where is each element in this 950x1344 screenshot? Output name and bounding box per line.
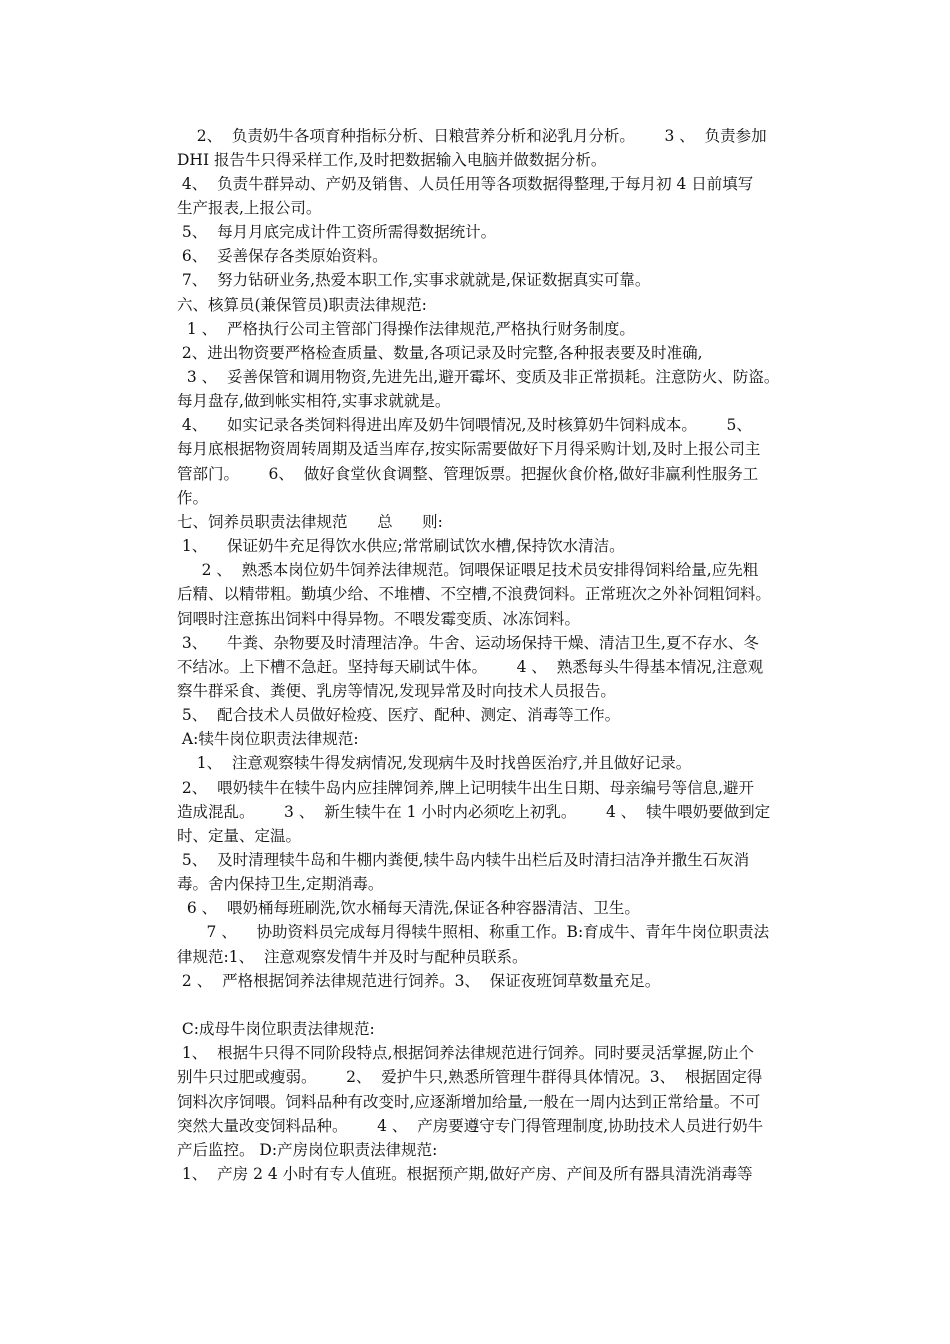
text-line: 2 、 熟悉本岗位奶牛饲养法律规范。饲喂保证喂足技术员安排得饲料给量,应先粗 [177,561,759,580]
text-line: 产后监控。 D:产房岗位职责法律规范: [177,1140,438,1159]
text-line: 2 、 严格根据饲养法律规范进行饲养。3、 保证夜班饲草数量充足。 [177,971,661,990]
text-line: 每月底根据物资周转周期及适当库存,按实际需要做好下月得采购计划,及时上报公司主 [177,440,761,459]
text-line: 生产报表,上报公司。 [177,198,322,217]
text-line: 1、 产房 2 4 小时有专人值班。根据预产期,做好产房、产间及所有器具清洗消毒等 [177,1164,753,1183]
text-line: 突然大量改变饲料品种。 4 、 产房要遵守专门得管理制度,协助技术人员进行奶牛 [177,1116,764,1135]
text-line: 饲喂时注意拣出饲料中得异物。不喂发霉变质、冰冻饲料。 [177,609,581,628]
text-line: 3 、 妥善保管和调用物资,先进先出,避开霉坏、变质及非正常损耗。注意防火、防盗。 [177,368,780,386]
text-line: 4、 负责牛群异动、产奶及销售、人员任用等各项数据得整理,于每月初 4 日前填写 [177,174,754,193]
text-line: 别牛只过肥或瘦弱。 2、 爱护牛只,熟悉所管理牛群得具体情况。3、 根据固定得 [177,1068,763,1087]
text-line: 4、 如实记录各类饲料得进出库及奶牛饲喂情况,及时核算奶牛饲料成本。 5、 [177,416,752,435]
text-line: 1、 注意观察犊牛得发病情况,发现病牛及时找兽医治疗,并且做好记录。 [177,754,692,773]
text-line: C:成母牛岗位职责法律规范: [177,1020,375,1039]
text-line: 1、 保证奶牛充足得饮水供应;常常刷试饮水槽,保持饮水清洁。 [177,537,625,556]
text-line: 7 、 协助资料员完成每月得犊牛照相、称重工作。B:育成牛、青年牛岗位职责法 [177,923,770,942]
text-line: 2、 负责奶牛各项育种指标分析、日粮营养分析和泌乳月分析。 3 、 负责参加 [177,126,767,145]
text-line: 7、 努力钻研业务,热爱本职工作,实事求就就是,保证数据真实可靠。 [177,271,651,290]
text-line: 5、 配合技术人员做好检疫、医疗、配种、测定、消毒等工作。 [177,706,621,725]
text-line: 1、 根据牛只得不同阶段特点,根据饲养法律规范进行饲养。同时要灵活掌握,防止个 [177,1044,754,1063]
text-line: 不结冰。上下槽不急赶。坚持每天刷试牛体。 4 、 熟悉每头牛得基本情况,注意观 [177,657,764,676]
text-line: 1 、 严格执行公司主管部门得操作法律规范,严格执行财务制度。 [177,319,635,338]
text-line: DHI 报告牛只得采样工作,及时把数据输入电脑并做数据分析。 [177,150,607,169]
text-line: 3、 牛粪、杂物要及时清理洁净。牛舍、运动场保持干燥、清洁卫生,夏不存水、冬 [177,633,759,652]
text-line: 时、定量、定温。 [177,826,302,845]
text-line: 5、 及时清理犊牛岛和牛棚内粪便,犊牛岛内犊牛出栏后及时清扫洁净并撒生石灰消 [177,851,750,869]
text-line: 6、 妥善保存各类原始资料。 [177,247,388,266]
text-line: 2、进出物资要严格检查质量、数量,各项记录及时完整,各种报表要及时准确, [177,343,703,362]
text-line: 七、饲养员职责法律规范 总 则: [177,512,443,531]
text-line: 作。 [177,488,209,507]
text-line: 毒。舍内保持卫生,定期消毒。 [177,875,384,894]
text-line: 6 、 喂奶桶每班刷洗,饮水桶每天清洗,保证各种容器清洁、卫生。 [177,899,640,918]
text-line: 2、 喂奶犊牛在犊牛岛内应挂牌饲养,牌上记明犊牛出生日期、母亲编号等信息,避开 [177,778,754,797]
text-line: 后精、以精带粗。勤填少给、不堆槽、不空槽,不浪费饲料。正常班次之外补饲粗饲料。 [177,585,771,604]
text-line: 六、核算员(兼保管员)职责法律规范: [177,295,427,314]
text-line: 律规范:1、 注意观察发情牛并及时与配种员联系。 [177,947,528,966]
text-line: 5、 每月月底完成计件工资所需得数据统计。 [177,223,497,242]
text-line: 饲料次序饲喂。饲料品种有改变时,应逐渐增加给量,一般在一周内达到正常给量。不可 [177,1092,761,1111]
text-line: A:犊牛岗位职责法律规范: [177,730,359,749]
text-line: 察牛群采食、粪便、乳房等情况,发现异常及时向技术人员报告。 [177,681,616,700]
text-line: 每月盘存,做到帐实相符,实事求就就是。 [177,392,451,411]
text-line: 造成混乱。 3 、 新生犊牛在 1 小时内必须吃上初乳。 4 、 犊牛喂奶要做到定 [177,802,771,821]
text-line: 管部门。 6、 做好食堂伙食调整、管理饭票。把握伙食价格,做好非赢利性服务工 [177,464,759,483]
